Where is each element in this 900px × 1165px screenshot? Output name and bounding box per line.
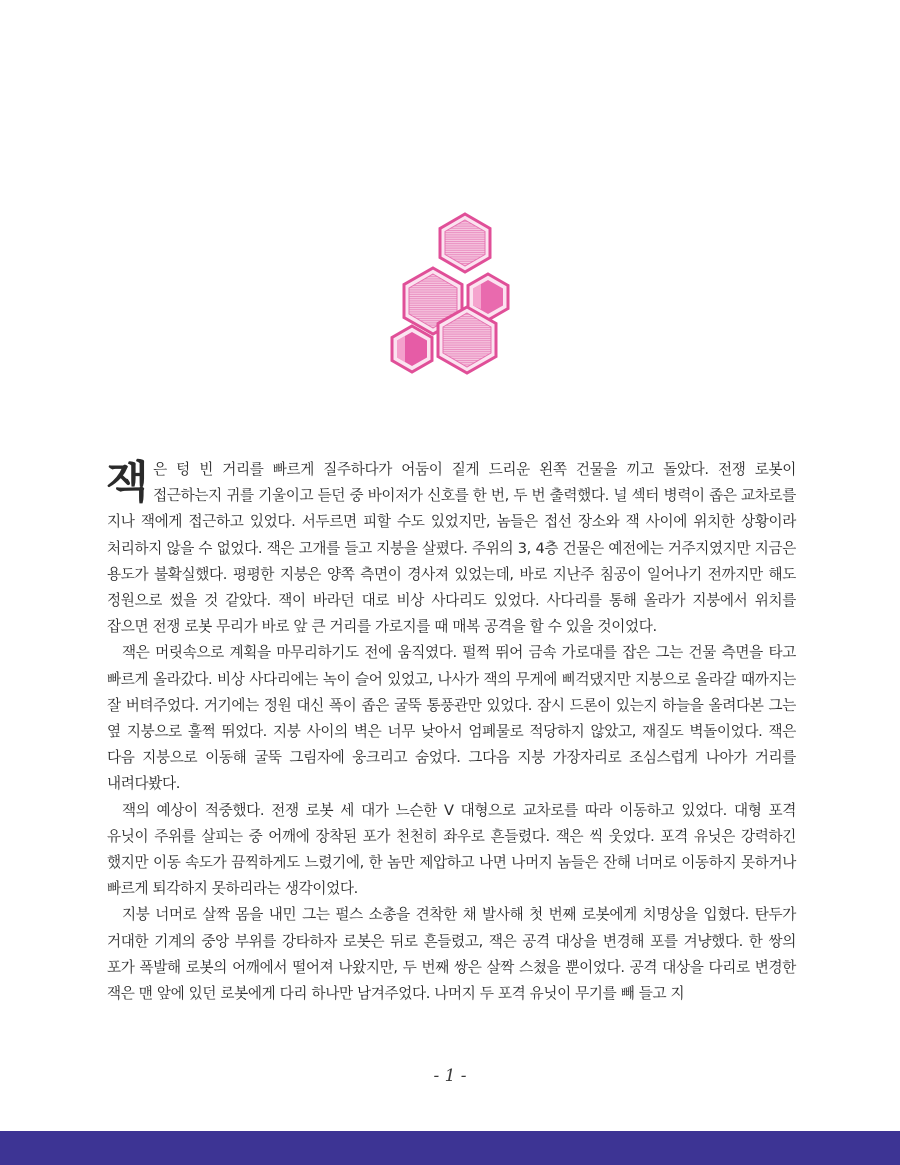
article-body bbox=[107, 457, 796, 1007]
footer-bar bbox=[0, 1131, 900, 1165]
drop-cap: 잭 bbox=[106, 457, 149, 508]
hexagon-top-icon bbox=[440, 214, 490, 272]
hexagon-cluster-emblem bbox=[385, 208, 515, 376]
page-number: - 1 - bbox=[433, 1066, 467, 1086]
paragraph-1-text: 은 텅 빈 거리를 빠르게 질주하다가 어둠이 짙게 드리운 왼쪽 건물을 끼고 돌았다. 전쟁 로봇이 접근하는지 귀를 기울이고 듣던 중 바이저가 신호를 한 번, 두 번 출력했다. 널 섹터 병력이 좁은 교차로를 지나 잭에게 접근하고 있었다. 서두르면 피할 수도 있었지만, 놈들은 접선 장소와 잭 사이에 위치한 상황이라 처리하지 않을 수 없었다. 잭은 고개를 들고 지붕을 살폈다. 주위의 3, 4층 건물은 예전에는 거주지였지만 지금은 용도가 불확실했다. 평평한 지붕은 양쪽 측면이 경사져 있었는데, 바로 지난주 침공이 일어나기 전까지만 해도 정원으로 썼을 것 같았다. 잭이 바라던 대로 비상 사다리도 있었다. 사다리를 통해 올라가 지붕에서 위치를 잡으면 전쟁 로봇 무리가 바로 앞 큰 거리를 가로지를 때 매복 공격을 할 수 있을 것이었다. bbox=[107, 461, 796, 636]
paragraph-4: 지붕 너머로 살짝 몸을 내민 그는 펄스 소총을 견착한 채 발사해 첫 번째 로봇에게 치명상을 입혔다. 탄두가 거대한 기계의 중앙 부위를 강타하자 로봇은 뒤로 흔들렸고, 잭은 공격 대상을 변경해 포를 겨냥했다. 한 쌍의 포가 폭발해 로봇의 어깨에서 떨어져 나왔지만, 두 번째 쌍은 살짝 스쳤을 뿐이었다. 공격 대상을 다리로 변경한 잭은 맨 앞에 있던 로봇에게 다리 하나만 남겨주었다. 나머지 두 포격 유닛이 무기를 빼 들고 지 bbox=[107, 906, 796, 1003]
paragraph-3: 잭의 예상이 적중했다. 전쟁 로봇 세 대가 느슨한 V 대형으로 교차로를 따라 이동하고 있었다. 대형 포격 유닛이 주위를 살피는 중 어깨에 장착된 포가 천천히 좌우로 흔들렸다. 잭은 씩 웃었다. 포격 유닛은 강력하긴 했지만 이동 속도가 끔찍하게도 느렸기에, 한 놈만 제압하고 나면 나머지 놈들은 잔해 너머로 이동하지 못하거나 빠르게 퇴각하지 못하리라는 생각이었다. bbox=[107, 801, 796, 898]
paragraph-1 bbox=[107, 457, 796, 640]
paragraph-2: 잭은 머릿속으로 계획을 마무리하기도 전에 움직였다. 펄쩍 뛰어 금속 가로대를 잡은 그는 건물 측면을 타고 빠르게 올라갔다. 비상 사다리에는 녹이 슬어 있었고, 나사가 잭의 무게에 삐걱댔지만 지붕으로 올라갈 때까지는 잘 버텨주었다. 거기에는 정원 대신 폭이 좁은 굴뚝 통풍관만 있었다. 잠시 드론이 있는지 하늘을 올려다본 그는 옆 지붕으로 훌쩍 뛰었다. 지붕 사이의 벽은 너무 낮아서 엄폐물로 적당하지 않았고, 재질도 벽돌이었다. 잭은 다음 지붕으로 이동해 굴뚝 그림자에 웅크리고 숨었다. 그다음 지붕 가장자리로 조심스럽게 나아가 거리를 내려다봤다. bbox=[107, 644, 796, 793]
hexagon-bottom-left-icon bbox=[392, 326, 432, 372]
hexagon-bottom-right-icon bbox=[438, 307, 496, 373]
